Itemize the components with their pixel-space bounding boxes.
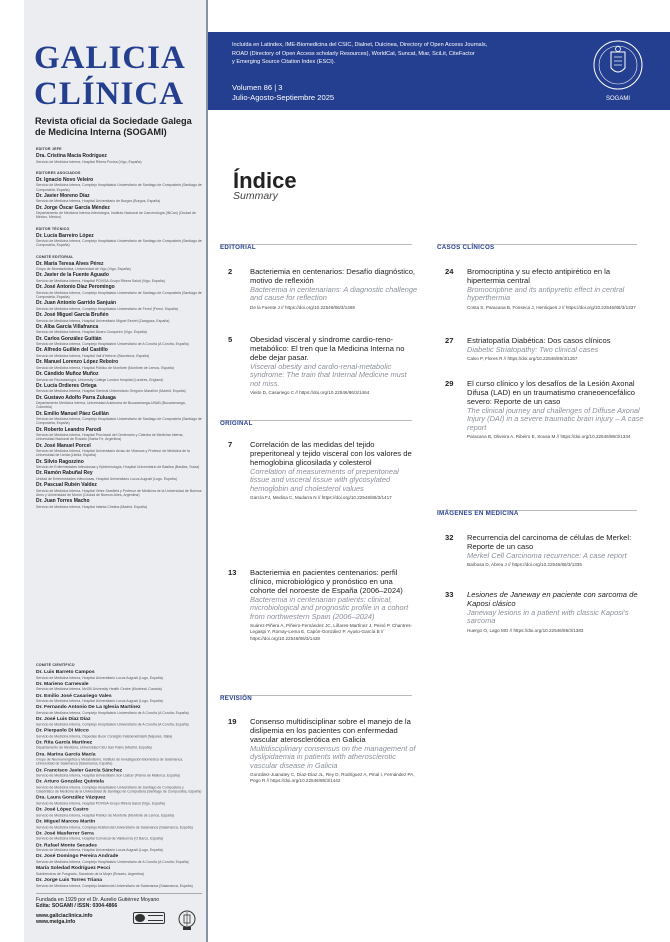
member-affiliation: Servicio de Medicina Interna, Hospital General Universitario Gregorio Marañón (Madrid, España) (36, 389, 186, 394)
member-name: Dr. Gustavo Adolfo Parra Zuluaga (36, 394, 116, 401)
member-name: Dr. Javier de la Fuente Aguado (36, 272, 109, 279)
board-member (36, 831, 202, 841)
board-member (36, 325, 202, 335)
board-member (36, 428, 202, 442)
member-affiliation: Servicio de Medicina Interna, Hospital Público de Monforte (Monforte de Lemos, España) (36, 365, 175, 370)
article-translation: The clinical journey and challenges of Diffuse Axonal Injury (DAI) in a severe traumatic brain injury – A case report (467, 405, 644, 432)
article-translation: Bacteremia in centenarians: A diagnostic challenge and cause for reflection (250, 284, 418, 303)
editorial-committee-list (36, 262, 202, 509)
board-member (36, 670, 202, 680)
member-name: Dr. Jorge Óscar García Méndez (36, 204, 110, 211)
board-member (36, 262, 202, 272)
founding-info (36, 897, 159, 910)
member-name: Dra. Cristina Macía Rodríguez (36, 153, 107, 159)
board-member (36, 412, 202, 426)
article-reference[interactable]: González-Juanatey C, Díaz-Díaz JL, Rey D, Rodríguez A, Pinal I, Fernández PA, Pego R // https://doi.org/10.22546/86/3/1442 (250, 772, 415, 784)
member-affiliation: Servicio de Medicina Interna, Hospital POVISA-Grupo Ribera Salud (Vigo, España) (36, 278, 165, 283)
member-affiliation: Servicio de Medicina Interna, Complejo Hospitalario Universitario de A Coruña (A Coruña, España) (36, 860, 189, 865)
divider (36, 893, 202, 894)
article-title[interactable]: Recurrencia del carcinoma de células de Merkel: Reporte de un caso (467, 533, 632, 551)
section-title-imagenes: IMÁGENES EN MEDICINA (437, 510, 519, 517)
editor-jefe-list (36, 154, 202, 164)
board-member (36, 384, 202, 394)
member-name: Dr. Silvio Ragozzino (36, 458, 84, 465)
index-title: Índice (233, 168, 297, 193)
article-title[interactable]: Estriatopatía Diabética: Dos casos clínicos (467, 336, 611, 345)
article-page: 27 (445, 336, 454, 345)
member-affiliation: Servicio de Medicina Interna, Hospital Público de Monforte (Monforte de Lemos, España) (36, 813, 175, 818)
board-member (36, 206, 202, 220)
member-affiliation: Servicio de Medicina Interna, Hospital Universitario Lucus Augusti (Lugo, España) (36, 675, 163, 680)
article-translation: Diabetic Striatopathy: Two clinical cases (467, 344, 599, 354)
member-affiliation: Servicio de Medicina Interna, Hospital Ribera Povisa (Vigo, España) (36, 159, 142, 164)
member-affiliation: Grupo de Bioestadística, Universidad de Vigo (Vigo, España) (36, 267, 131, 272)
member-name: Dr. Ramón Rabuñal Rey (36, 470, 93, 477)
member-affiliation: Servicio de Medicina Interna, Complejo Asistencial Universitario de Salamanca (Salamanca, España) (36, 824, 193, 829)
member-name: Dr. Emilio Manuel Páez Guillán (36, 410, 109, 417)
publisher-line: Edita: SOGAMI / ISSN: 0304-4866 (36, 903, 118, 910)
board-member (36, 444, 202, 458)
member-name: Dr. Pascual Rubén Valdez (36, 482, 97, 489)
member-name: Dr. Manuel Lorenzo López Reboiro (36, 359, 119, 366)
article-page: 5 (228, 335, 233, 344)
sogami-seal-icon (590, 38, 646, 104)
journal-subtitle-line2: de Medicina Interna (SOGAMI) (35, 127, 167, 137)
member-affiliation: Servicio de Medicina Interna, Hospital Universitario Arnau de Vilanova y Profesor de Medicina de la Universidad de Lleida (Lleida, España) (36, 449, 190, 458)
journal-logo-line1: GALICIA (34, 40, 186, 76)
article-title[interactable]: Bacteriemia en centenarios: Desafío diagnóstico, motivo de reflexión (250, 267, 416, 285)
member-name: Dr. Roberto Leandro Parodi (36, 426, 102, 433)
board-member (36, 717, 202, 727)
indexing-info (232, 41, 522, 67)
board-member (36, 348, 202, 358)
board-member (36, 285, 202, 299)
member-affiliation: Servicio de Medicina Interna, Complejo Hospitalario Universitario de A Coruña (A Coruña, España) (36, 342, 189, 347)
member-affiliation: Servicio de Medicina Interna, Hospital Infanta Cristina (Madrid, España) (36, 504, 148, 509)
board-member (36, 729, 202, 739)
member-affiliation: Servicio de Medicina Interna, Hospital POVISA-Grupo Ribera Salud (Vigo, España) (36, 801, 165, 806)
board-member (36, 740, 202, 750)
article-reference[interactable]: De la Fuente J // https://doi.org/10.22546/86/3/1469 (250, 304, 355, 310)
article-translation: Merkel Cell Carcinoma recurrence: A case report (467, 550, 627, 560)
member-name: Dr. José Luis Díaz Díaz (36, 715, 91, 722)
board-member (36, 273, 202, 283)
article-page: 7 (228, 440, 233, 449)
member-name: Dr. Luis Barreto Campos (36, 668, 95, 675)
article-page: 32 (445, 533, 454, 542)
member-name: Dra. Marina García Macía (36, 751, 96, 758)
article-translation: Visceral obesity and cardio-renal-metabolic syndrome: The train that Internal Medicine must not miss. (250, 361, 407, 388)
indexing-line: ROAD (Directory of Open Access scholarly Resources), WorldCat, Suncat, Miar, SciLit, CiteFactor (232, 50, 475, 57)
member-name: Dr. Rafael Monte Secades (36, 841, 97, 848)
member-name: Dr. José Masferrer Serra (36, 830, 94, 837)
article-reference[interactable]: Calvo P, Flores R // https://doi.org/10.22546/86/3/1257 (467, 356, 578, 362)
article-page: 19 (228, 717, 237, 726)
article-reference[interactable]: Suárez-Piñera A, Piñeiro-Fernández JC, Liñares-Martínez J, Peinó P, Chantres-Legaspi Y, Romay-Lema E, Capón-González P, Ayuso-García B // https://doi.org/10.22546/86/3/1438 (250, 623, 413, 641)
board-member (36, 682, 202, 692)
member-name: Dr. Cándido Muñoz Muñoz (36, 370, 99, 377)
article-title[interactable]: Obesidad visceral y síndrome cardio-reno-metabólico: El tren que la Medicina Interna no debe dejar pasar. (250, 335, 405, 362)
member-name: Dr. Jorge Luis Torres Triana (36, 877, 103, 884)
article-title[interactable]: Bromocriptina y su efecto antipirético en la hipertermia central (467, 267, 611, 285)
board-member (36, 752, 202, 766)
member-name: Dr. José Domingo Pereira Andrade (36, 853, 119, 860)
volume-number: Volumen 86 | 3 (232, 83, 283, 92)
article-reference[interactable]: Vieito D, Casariego C // https://doi.org/10.22546/86/3/1464 (250, 390, 370, 396)
board-member (36, 483, 202, 497)
article-translation: Bacteremia in centenarian patients: clinical, microbiological and prognostic profile in a cohort from northwestern Spain (2006–2024) (250, 594, 409, 621)
member-name: Dr. Javier Moreno Díaz (36, 192, 90, 199)
member-affiliation: Unidad de Enfermedades Infecciosas, Hospital Universitario Lucus Augusti (Lugo, España) (36, 476, 177, 481)
article-reference[interactable]: Costa S, Paracana B, Fonseca J, Henriques J // https://doi.org/10.22546/86/3/1337 (467, 304, 636, 310)
index-subtitle: Summary (233, 190, 278, 202)
member-affiliation: Servicio de Medicina Interna, Complejo Hospitalario Universitario de Santiago de Compostela (Santiago de Compostela, España) (36, 183, 202, 192)
member-name: Dr. Arturo González Quintela (36, 778, 104, 785)
board-member (36, 866, 202, 876)
member-affiliation: Servicio de Medicina Interna, Complejo Hospitalario Universitario de Ferrol (Ferrol, España) (36, 306, 179, 311)
member-name: Dr. Rita García Martínez (36, 739, 93, 746)
member-name: Dr. Ignacio Novo Veleiro (36, 176, 94, 183)
journal-subtitle-line1: Revista oficial da Sociedade Galega (35, 116, 192, 126)
member-affiliation: Servicio de Medicina Interna, Hospital Universitario Lucus Augusti (Lugo, España) (36, 848, 163, 853)
seal-label: SOGAMI (605, 96, 631, 102)
member-affiliation: Servicio de Medicina Interna, Hospital Universitario Son Llàtzer (Palma de Mallorca, España) (36, 773, 180, 778)
issue-info (232, 83, 334, 103)
article-title[interactable]: El curso clínico y los desafíos de la Lesión Axonal Difusa (LAD) en un traumatismo craneoencefálico severo: Reporte de un caso (467, 379, 635, 406)
associate-editors-list (36, 178, 202, 220)
article-translation: Janeway lesions in a patient with classic Kaposi's sarcoma (467, 607, 629, 626)
board-section-title: COMITÉ EDITORIAL (36, 254, 74, 259)
member-name: María Soledad Rodríguez Pecci (36, 865, 111, 872)
board-member (36, 313, 202, 323)
board-member (36, 178, 202, 192)
board-member (36, 819, 202, 829)
board-section-title: COMITÉ CIENTÍFICO (36, 663, 75, 667)
board-member (36, 878, 202, 888)
member-name: Dr. Fernando Antonio De La Iglesia Martínez (36, 704, 141, 711)
member-affiliation: Servicio de Medicina Interna, Ospedale Buon Consiglio Fatebenefratelli (Nápoles, Italia) (36, 734, 173, 739)
member-affiliation: Servicio de Enfermedades Infecciosas y Epidemiología, Hospital Universitario de Basilea (Basilea, Suiza) (36, 465, 200, 470)
article-title[interactable]: Bacteriemia en pacientes centenarios: perfil clínico, microbiológico y pronóstico en una cohorte del noroeste de España (2006–2024) (250, 568, 403, 595)
article-reference[interactable]: Huergo O, Lago MO // https://doi.org/10.22546/86/3/1383 (467, 627, 584, 633)
board-member (36, 234, 202, 248)
issue-period: Julio-Agosto-Septiembre 2025 (232, 93, 335, 102)
member-name: Dra. Laura González Vázquez (36, 794, 106, 801)
article-translation: Bromocriptine and its antipyretic effect in central hyperthermia (467, 284, 625, 303)
member-name: Dr. Emilio José Casariego Vales (36, 692, 112, 699)
article-reference[interactable]: Paracana B, Oliveira A, Ribeiro E, Sousa M // https://doi.org/10.22546/86/3/1334 (467, 434, 631, 440)
member-name: Dr. Juan Torres Macho (36, 498, 90, 505)
society-emblem-icon (177, 909, 197, 931)
article-page: 29 (445, 379, 454, 388)
article-page: 33 (445, 590, 454, 599)
member-affiliation: Servicio de Medicina Interna, Complejo Hospitalario Universitario de Santiago de Compostela (Santiago de Compostela, España) (36, 239, 202, 248)
board-member (36, 194, 202, 204)
member-affiliation: Servicio de Medicina Interna, McGill University Health Centre (Montreal, Canada) (36, 687, 162, 692)
member-name: Dr. José López Castro (36, 806, 89, 813)
board-member (36, 808, 202, 818)
board-member (36, 154, 202, 164)
scientific-committee (36, 663, 202, 890)
article-translation: Multidisciplinary consensus on the management of dyslipidaemia in patients with atherosclerotic vascular disease in Galicia (250, 743, 416, 770)
board-member (36, 360, 202, 370)
member-name: Dr. Pierpaolo Di Micco (36, 727, 89, 734)
board-member (36, 855, 202, 865)
article-page: 13 (228, 568, 237, 577)
board-member (36, 768, 202, 778)
board-member (36, 705, 202, 715)
member-affiliation: Servicio de Medicina Interna, Hospital Universitario Miguel Servet (Zaragoza, España) (36, 318, 170, 323)
scientific-committee-list (36, 670, 202, 888)
board-member (36, 693, 202, 703)
board-section-title: EDITORES ASOCIADOS (36, 170, 81, 175)
member-affiliation: Servicio de Medicina Interna, Hospital Comarcal de Valdeorras (O Barco, España) (36, 836, 164, 841)
board-member (36, 471, 202, 481)
creative-commons-icon (133, 912, 165, 924)
member-affiliation: Servicio de Medicina Interna, Hospital Vall d'Hebron (Barcelona, España) (36, 353, 150, 358)
board-member (36, 780, 202, 794)
member-affiliation: Servicio de Medicina Interna, Complejo Asistencial Universitario de Salamanca (Salamanca, España) (36, 883, 193, 888)
member-name: Dr. Alfredo Guillén del Castillo (36, 347, 108, 354)
member-affiliation: Servicio de Reumatología, University College London Hospital (Londres, England) (36, 377, 164, 382)
board-member (36, 843, 202, 853)
board-member (36, 337, 202, 347)
article-title[interactable]: Correlación de las medidas del tejido preperitoneal y tejido visceral con los valores de hemoglobina glicosilada y colesterol (250, 440, 412, 467)
board-member (36, 796, 202, 806)
journal-logo-line2: CLÍNICA (34, 76, 185, 112)
member-affiliation: Subdirectora de Posgrado, Sanatorio de la Mujer (Rosario, Argentina) (36, 871, 144, 876)
member-affiliation: Departamento Medicina Interna, Universidad Autónoma de Bucaramanga-UNAB (Bucaramanga, Colombia) (36, 401, 186, 410)
member-name: Dr. José Antonio Díaz Peromingo (36, 284, 115, 291)
member-name: Dr. Francisco Javier García Sánchez (36, 767, 123, 774)
member-affiliation: Servicio de Medicina Interna, Hospital Universitario Lucus Augusti (Lugo, España) (36, 699, 163, 704)
member-affiliation: Departamento de Medicina Interna-Infectología, Instituto Nacional de Cancerología (INCan) (Ciudad de México, México) (36, 211, 196, 220)
article-translation: Correlation of measurements of preperitoneal tissue and visceral tissue with glycosylated hemoglobin and cholesterol values (250, 466, 399, 493)
section-title-revision: REVISIÓN (220, 695, 252, 702)
article-title[interactable]: Consenso multidisciplinar sobre el manejo de la dislipemia en los pacientes con enfermedad vascular aterosclerótica en Galicia (250, 717, 411, 744)
member-name: Dr. José Miguel García Bruñén (36, 311, 109, 318)
section-title-editorial: EDITORIAL (220, 244, 256, 251)
member-affiliation: Grupo de Neuroenergética y Metabolismo, Instituto de Investigación Biomédica de Salamanca, Universidad de Salamanca (Salamanca, España) (36, 757, 184, 766)
founded-line: Fundada en 1929 por el Dr. Aurelio Gutiérrez Moyano (36, 897, 160, 903)
member-affiliation: Servicio de Medicina Interna, Hospital Vélez Sarsfield y Profesor de Medicina de la Universidad de Buenos Aires y Universidad de Morón (Ciudad de Buenos Aires, Argentina) (36, 488, 202, 497)
member-affiliation: Servicio de Medicina Interna, Complejo Hospitalario Universitario de Santiago de Compostela (Santiago de Compostela, España) (36, 290, 202, 299)
member-name: Dr. Miguel Marcos Martín (36, 818, 96, 825)
board-member (36, 396, 202, 410)
board-member (36, 460, 202, 470)
member-name: Dr. Carlos González Guitián (36, 335, 102, 342)
indexing-line: Incluída en Latindex, IME-Biomedicina del CSIC, Dialnet, Dulcinea, Directory of Open Access Journals, (232, 42, 488, 48)
website-links (36, 913, 93, 926)
member-affiliation: Servicio de Medicina Interna, Complejo Hospitalario Universitario de Santiago de Compostela y Catedrático de Medicina de la Universidad de Santiago de Compostela (Santiago de Compostela, España) (36, 785, 202, 794)
editorial-board-top (36, 147, 202, 511)
board-section-title: EDITOR TÉCNICO (36, 226, 70, 231)
member-name: Dr. María Teresa Alves Pérez (36, 260, 104, 267)
section-title-original: ORIGINAL (220, 420, 253, 427)
section-title-casos: CASOS CLÍNICOS (437, 244, 495, 251)
member-name: Dr. Lucía Barreiro López (36, 232, 94, 239)
board-member (36, 301, 202, 311)
indexing-line: y Emerging Source Citation Index (ESCI). (232, 59, 336, 66)
article-page: 24 (445, 267, 454, 276)
member-name: Dr. Alba García Villafranca (36, 323, 99, 330)
member-affiliation: Servicio de Medicina Interna, Hospital Álvaro Cunqueiro (Vigo, España) (36, 330, 147, 335)
article-reference[interactable]: Barbosa D, Abreu J // https://doi.org/10.22546/86/3/1335 (467, 562, 582, 568)
member-name: Dr. Lucía Ordieres Ortega (36, 382, 97, 389)
member-affiliation: Departamento de Medicina, Universidad CEU San Pablo (Madrid, España) (36, 746, 152, 751)
article-reference[interactable]: García FJ, Medina C, Mudarra N // https://doi.org/10.22546/86/3/1417 (250, 495, 392, 501)
member-affiliation: Servicio de Medicina Interna, Hospital Provincial del Centenario y Cátedra de Medicina Interna, Universidad Nacional de Rosario (Santa Fe, Argentina) (36, 433, 184, 442)
member-affiliation: Servicio de Medicina Interna, Complejo Hospitalario Universitario de Santiago de Compostela (Santiago de Compostela, España) (36, 417, 202, 426)
member-name: Dr. José Manuel Porcel (36, 442, 91, 449)
article-page: 2 (228, 267, 233, 276)
website-link-2[interactable]: www.meiga.info (36, 919, 76, 926)
member-affiliation: Servicio de Medicina Interna, Complejo Hospitalario Universitario de A Coruña (A Coruña, España) (36, 710, 189, 715)
article-title[interactable]: Lesiones de Janeway en paciente con sarcoma de Kaposi clásico (467, 590, 638, 608)
website-link-1[interactable]: www.galiciaclinica.info (36, 913, 93, 919)
member-affiliation: Servicio de Medicina Interna, Complejo Hospitalario Universitario de A Coruña (A Coruña, España) (36, 722, 189, 727)
member-name: Dr. Marieno Carnevale (36, 680, 89, 687)
member-affiliation: Servicio de Medicina Interna, Hospital Universitario de Burgos (Burgos, España) (36, 199, 161, 204)
board-section-title: EDITOR JEFE (36, 147, 62, 151)
board-member (36, 499, 202, 509)
member-name: Dr. Juan Antonio Garrido Sanjuán (36, 300, 117, 307)
technical-editor-list (36, 234, 202, 248)
board-member (36, 372, 202, 382)
